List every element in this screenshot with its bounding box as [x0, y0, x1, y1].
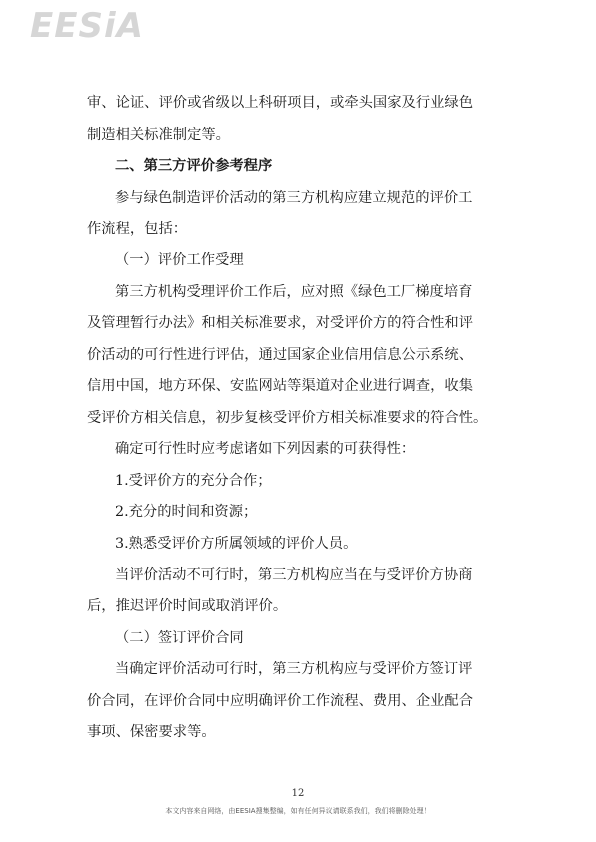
paragraph-line: 及管理暂行办法》和相关标准要求，对受评价方的符合性和评 [87, 315, 474, 331]
list-item: 1.受评价方的充分合作； [115, 473, 272, 489]
paragraph-line: 制造相关标准制定等。 [87, 127, 230, 143]
footer-disclaimer: 本文内容来自网络，由EESIA搜集整编，如有任何异议请联系我们，我们将删除处理！ [165, 807, 431, 815]
paragraph-line: 确定可行性时应考虑诸如下列因素的可获得性： [115, 441, 416, 457]
subsection-heading: （一）评价工作受理 [115, 252, 244, 268]
list-item: 3.熟悉受评价方所属领域的评价人员。 [115, 536, 358, 552]
paragraph-line: 价活动的可行性进行评估，通过国家企业信用信息公示系统、 [87, 347, 474, 363]
paragraph-line: 参与绿色制造评价活动的第三方机构应建立规范的评价工 [115, 190, 473, 206]
paragraph-line: 第三方机构受理评价工作后，应对照《绿色工厂梯度培育 [115, 284, 473, 300]
section-heading: 二、第三方评价参考程序 [115, 158, 273, 174]
paragraph-line: 作流程，包括： [87, 221, 188, 237]
paragraph-line: 受评价方相关信息，初步复核受评价方相关标准要求的符合性。 [87, 410, 488, 426]
paragraph-line: 审、论证、评价或省级以上科研项目，或牵头国家及行业绿色 [87, 95, 474, 111]
subsection-heading: （二）签订评价合同 [115, 630, 244, 646]
eesia-logo: EESiA [30, 6, 144, 46]
paragraph-line: 当确定评价活动可行时，第三方机构应与受评价方签订评 [115, 661, 473, 677]
paragraph-line: 信用中国，地方环保、安监网站等渠道对企业进行调查，收集 [87, 378, 474, 394]
paragraph-line: 当评价活动不可行时，第三方机构应当在与受评价方协商 [115, 567, 473, 583]
page-number: 12 [291, 788, 305, 799]
paragraph-line: 事项、保密要求等。 [87, 724, 216, 740]
list-item: 2.充分的时间和资源； [115, 504, 258, 520]
paragraph-line: 后，推迟评价时间或取消评价。 [87, 598, 288, 614]
paragraph-line: 价合同，在评价合同中应明确评价工作流程、费用、企业配合 [87, 693, 474, 709]
